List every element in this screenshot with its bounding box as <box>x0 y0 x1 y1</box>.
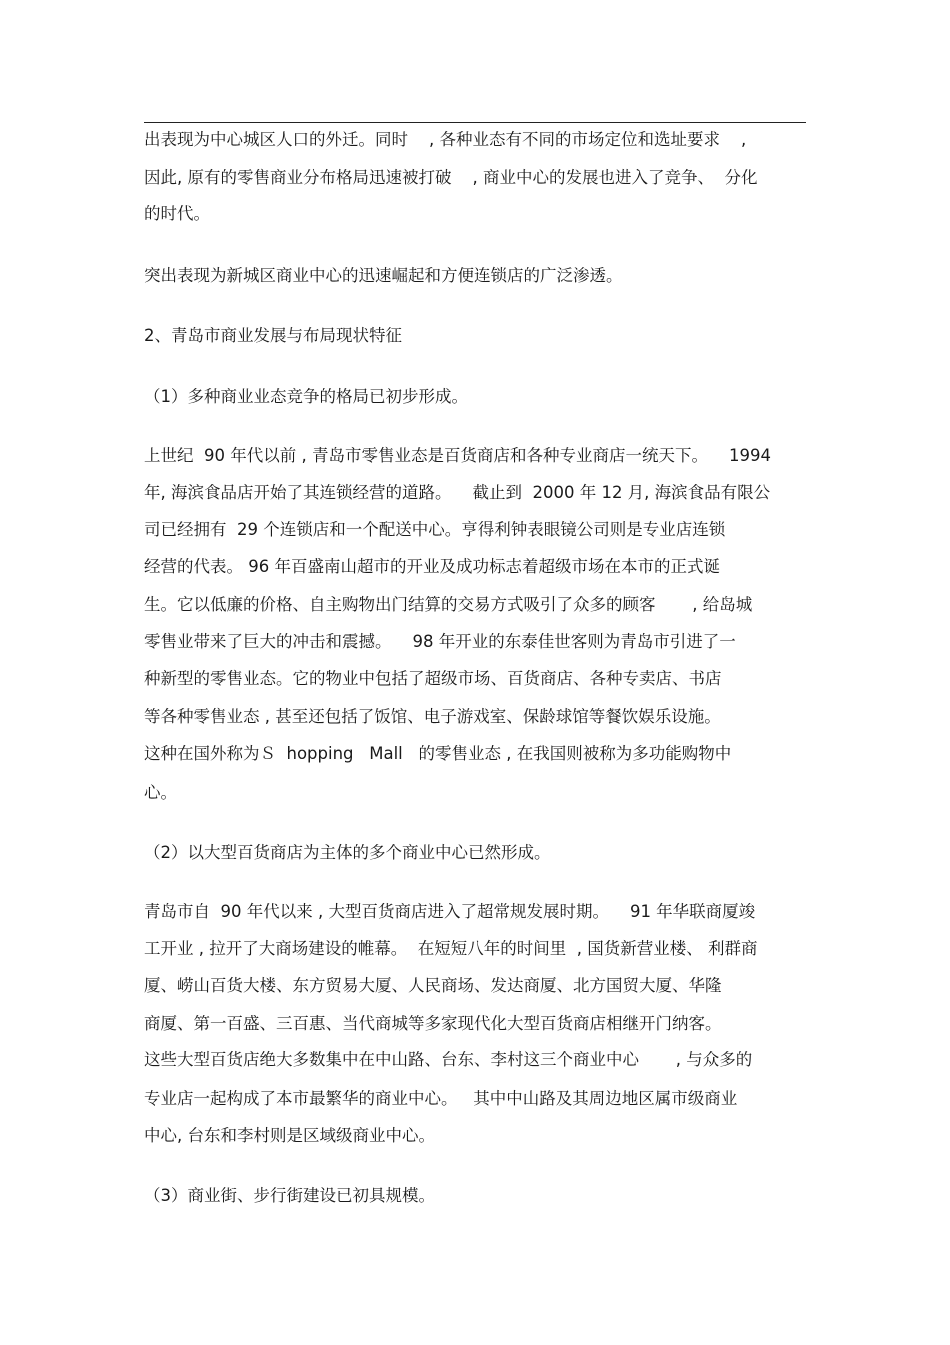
text-line: 零售业带来了巨大的冲击和震撼。 98 年开业的东泰佳世客则为青岛市引进了一 <box>144 632 736 651</box>
text-line: 中心, 台东和李村则是区域级商业中心。 <box>144 1126 435 1145</box>
text-line: 生。它以低廉的价格、自主购物出门结算的交易方式吸引了众多的顾客 , 给岛城 <box>144 595 753 614</box>
text-line: 商厦、第一百盛、三百惠、当代商城等多家现代化大型百货商店相继开门纳客。 <box>144 1014 722 1033</box>
subsection-heading: （3）商业街、步行街建设已初具规模。 <box>144 1186 435 1205</box>
text-line: 青岛市自 90 年代以来 , 大型百货商店进入了超常规发展时期。 91 年华联商厦竣 <box>144 902 756 921</box>
text-line: 上世纪 90 年代以前 , 青岛市零售业态是百货商店和各种专业商店一统天下。 1994 <box>144 446 771 465</box>
text-line: 心。 <box>144 783 177 802</box>
text-line: 等各种零售业态 , 甚至还包括了饭馆、电子游戏室、保龄球馆等餐饮娱乐设施。 <box>144 707 721 726</box>
text-line: 的时代。 <box>144 204 210 223</box>
header-rule <box>144 122 806 123</box>
text-line: 出表现为中心城区人口的外迁。同时 , 各种业态有不同的市场定位和选址要求 , <box>144 130 747 149</box>
section-heading: 2、青岛市商业发展与布局现状特征 <box>144 326 402 345</box>
subsection-heading: （2）以大型百货商店为主体的多个商业中心已然形成。 <box>144 843 551 862</box>
text-line: 这些大型百货店绝大多数集中在中山路、台东、李村这三个商业中心 , 与众多的 <box>144 1050 753 1069</box>
text-line: 因此, 原有的零售商业分布格局迅速被打破 , 商业中心的发展也进入了竞争、 分化 <box>144 168 758 187</box>
text-line: 专业店一起构成了本市最繁华的商业中心。 其中中山路及其周边地区属市级商业 <box>144 1089 738 1108</box>
subsection-heading: （1）多种商业业态竞争的格局已初步形成。 <box>144 387 468 406</box>
text-line: 突出表现为新城区商业中心的迅速崛起和方便连锁店的广泛渗透。 <box>144 266 623 285</box>
text-line: 这种在国外称为Ｓ hopping Mall 的零售业态 , 在我国则被称为多功能购物中 <box>144 744 732 763</box>
text-line: 厦、崂山百货大楼、东方贸易大厦、人民商场、发达商厦、北方国贸大厦、华隆 <box>144 976 722 995</box>
text-line: 种新型的零售业态。它的物业中包括了超级市场、百货商店、各种专卖店、书店 <box>144 669 722 688</box>
text-line: 年, 海滨食品店开始了其连锁经营的道路。 截止到 2000 年 12 月, 海滨食品有限公 <box>144 483 771 502</box>
text-line: 经营的代表。 96 年百盛南山超市的开业及成功标志着超级市场在本市的正式诞 <box>144 557 720 576</box>
text-line: 工开业 , 拉开了大商场建设的帷幕。 在短短八年的时间里 , 国货新营业楼、 利群商 <box>144 939 758 958</box>
text-line: 司已经拥有 29 个连锁店和一个配送中心。亨得利钟表眼镜公司则是专业店连锁 <box>144 520 726 539</box>
